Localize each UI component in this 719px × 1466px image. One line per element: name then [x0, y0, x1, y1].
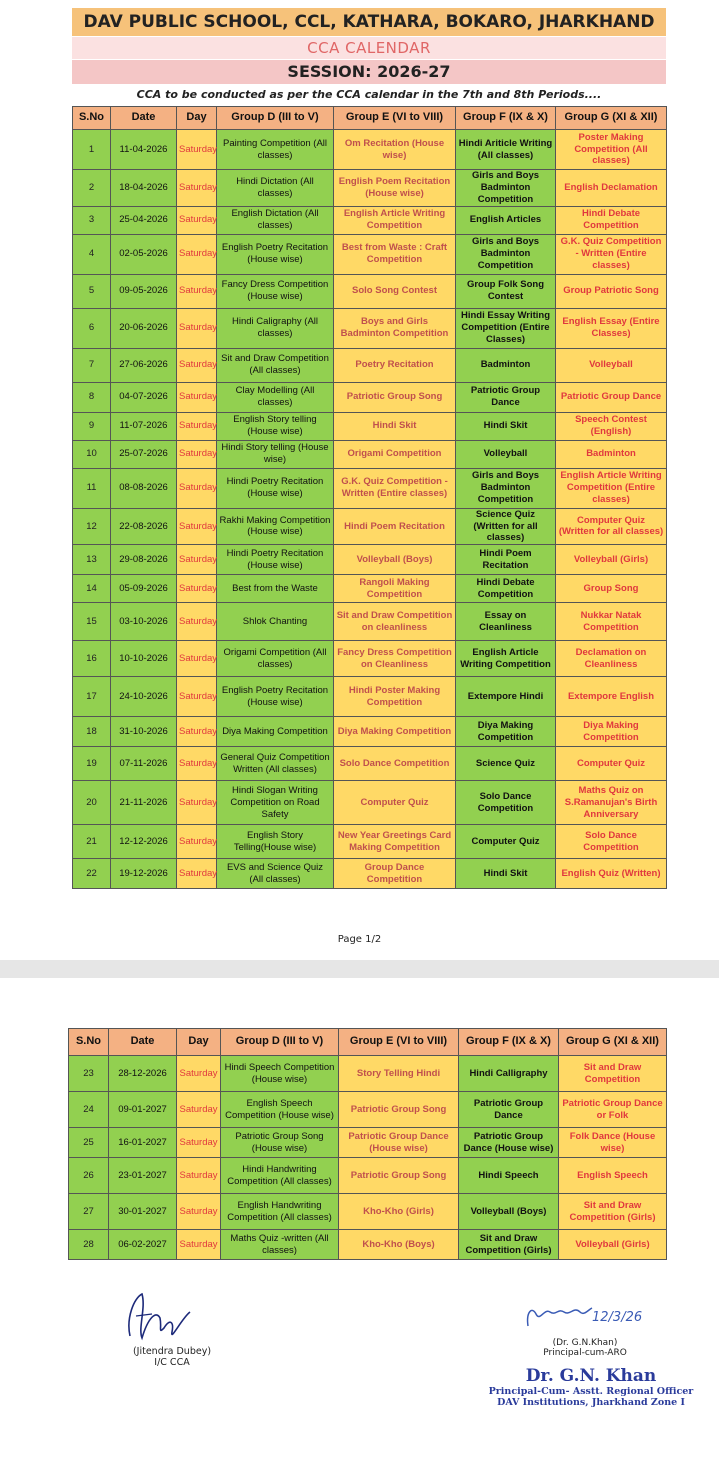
cell-date: 21-11-2026 — [111, 781, 177, 825]
cell-group-g: Poster Making Competition (All classes) — [556, 130, 667, 170]
cell-group-f: Science Quiz (Written for all classes) — [456, 508, 556, 545]
cell-group-d: Best from the Waste — [217, 575, 334, 603]
cell-group-g: Speech Contest (English) — [556, 412, 667, 440]
col-header-sno: S.No — [73, 107, 111, 130]
cell-group-e: Kho-Kho (Girls) — [339, 1194, 459, 1230]
cell-date: 25-07-2026 — [111, 440, 177, 468]
cell-group-g: Badminton — [556, 440, 667, 468]
cell-sno: 16 — [73, 641, 111, 677]
table-row — [73, 641, 667, 677]
cell-sno: 7 — [73, 348, 111, 382]
cell-sno: 18 — [73, 717, 111, 747]
cell-group-f: Patriotic Group Dance (House wise) — [459, 1128, 559, 1158]
cell-day: Saturday — [177, 234, 217, 274]
table-row — [73, 677, 667, 717]
cell-group-f: Volleyball — [456, 440, 556, 468]
cell-group-f: Girls and Boys Badminton Competition — [456, 234, 556, 274]
cell-sno: 9 — [73, 412, 111, 440]
cell-date: 03-10-2026 — [111, 603, 177, 641]
stamp-name: Dr. G.N. Khan — [525, 1366, 657, 1386]
cell-group-g: Declamation on Cleanliness — [556, 641, 667, 677]
table-row — [73, 825, 667, 859]
cell-group-e: Hindi Poem Recitation — [334, 508, 456, 545]
cell-group-e: Patriotic Group Song — [339, 1158, 459, 1194]
cell-group-f: Hindi Debate Competition — [456, 575, 556, 603]
cell-group-f: Hindi Essay Writing Competition (Entire Classes) — [456, 308, 556, 348]
table-header-row — [69, 1029, 667, 1056]
cell-group-d: Sit and Draw Competition (All classes) — [217, 348, 334, 382]
cell-group-d: Shlok Chanting — [217, 603, 334, 641]
col-header-day: Day — [177, 107, 217, 130]
cell-sno: 19 — [73, 747, 111, 781]
cell-day: Saturday — [177, 308, 217, 348]
table-row — [69, 1092, 667, 1128]
cell-sno: 26 — [69, 1158, 109, 1194]
principal-name: (Dr. G.N.Khan) — [552, 1338, 618, 1348]
cell-group-e: Group Dance Competition — [334, 859, 456, 889]
cell-group-d: English Story Telling(House wise) — [217, 825, 334, 859]
cell-group-f: English Article Writing Competition — [456, 641, 556, 677]
cell-day: Saturday — [177, 468, 217, 508]
cell-group-d: Fancy Dress Competition (House wise) — [217, 274, 334, 308]
cell-group-g: Computer Quiz — [556, 747, 667, 781]
cell-date: 09-05-2026 — [111, 274, 177, 308]
cell-group-e: Computer Quiz — [334, 781, 456, 825]
cell-sno: 4 — [73, 234, 111, 274]
session-label: SESSION: 2026-27 — [72, 60, 666, 84]
cell-group-f: Computer Quiz — [456, 825, 556, 859]
table-row — [73, 717, 667, 747]
cell-day: Saturday — [177, 1128, 221, 1158]
table-row — [73, 234, 667, 274]
cell-group-e: Hindi Poster Making Competition — [334, 677, 456, 717]
table-header-row — [73, 107, 667, 130]
cell-group-e: Om Recitation (House wise) — [334, 130, 456, 170]
col-header-group-f: Group F (IX & X) — [456, 107, 556, 130]
cell-day: Saturday — [177, 206, 217, 234]
table-row — [73, 575, 667, 603]
table-row — [73, 308, 667, 348]
table-row — [69, 1158, 667, 1194]
cell-group-e: English Article Writing Competition — [334, 206, 456, 234]
cell-group-f: Diya Making Competition — [456, 717, 556, 747]
principal-stamp — [476, 1366, 706, 1408]
ic-cca-name: (Jitendra Dubey) — [132, 1346, 212, 1357]
cell-group-f: Girls and Boys Badminton Competition — [456, 170, 556, 207]
cell-day: Saturday — [177, 781, 217, 825]
cell-group-d: Maths Quiz -written (All classes) — [221, 1230, 339, 1260]
table-row — [73, 130, 667, 170]
school-title: DAV PUBLIC SCHOOL, CCL, KATHARA, BOKARO, JHARKHAND — [72, 8, 666, 36]
cell-sno: 21 — [73, 825, 111, 859]
table-body-page-1 — [73, 130, 667, 889]
cell-group-d: Hindi Story telling (House wise) — [217, 440, 334, 468]
cell-sno: 8 — [73, 382, 111, 412]
col-header-group-g: Group G (XI & XII) — [556, 107, 667, 130]
cell-group-d: Origami Competition (All classes) — [217, 641, 334, 677]
table-row — [73, 274, 667, 308]
cell-group-e: English Poem Recitation (House wise) — [334, 170, 456, 207]
cell-day: Saturday — [177, 1194, 221, 1230]
cell-group-f: Volleyball (Boys) — [459, 1194, 559, 1230]
cell-group-d: Patriotic Group Song (House wise) — [221, 1128, 339, 1158]
col-header-group-e: Group E (VI to VIII) — [334, 107, 456, 130]
cell-group-g: Sit and Draw Competition (Girls) — [559, 1194, 667, 1230]
cell-day: Saturday — [177, 412, 217, 440]
page-separator — [0, 960, 719, 978]
cell-date: 18-04-2026 — [111, 170, 177, 207]
cell-group-f: Extempore Hindi — [456, 677, 556, 717]
cell-day: Saturday — [177, 677, 217, 717]
cell-group-g: English Quiz (Written) — [556, 859, 667, 889]
col-header-group-g: Group G (XI & XII) — [559, 1029, 667, 1056]
period-note: CCA to be conducted as per the CCA calendar in the 7th and 8th Periods.... — [136, 88, 602, 101]
cell-day: Saturday — [177, 508, 217, 545]
cell-group-g: Group Song — [556, 575, 667, 603]
cell-day: Saturday — [177, 859, 217, 889]
cell-date: 04-07-2026 — [111, 382, 177, 412]
cell-sno: 28 — [69, 1230, 109, 1260]
cell-group-f: Hindi Poem Recitation — [456, 545, 556, 575]
cell-group-d: Painting Competition (All classes) — [217, 130, 334, 170]
cell-group-g: English Article Writing Competition (Entire classes) — [556, 468, 667, 508]
cell-group-e: Poetry Recitation — [334, 348, 456, 382]
cell-group-d: EVS and Science Quiz (All classes) — [217, 859, 334, 889]
cell-group-g: Volleyball (Girls) — [556, 545, 667, 575]
table-row — [73, 440, 667, 468]
cell-sno: 20 — [73, 781, 111, 825]
cell-group-e: New Year Greetings Card Making Competition — [334, 825, 456, 859]
cell-date: 28-12-2026 — [109, 1056, 177, 1092]
cell-group-e: Solo Dance Competition — [334, 747, 456, 781]
principal-role: Principal-cum-ARO — [543, 1348, 627, 1358]
cell-sno: 12 — [73, 508, 111, 545]
cell-date: 07-11-2026 — [111, 747, 177, 781]
cell-group-g: Computer Quiz (Written for all classes) — [556, 508, 667, 545]
cell-sno: 23 — [69, 1056, 109, 1092]
table-row — [73, 348, 667, 382]
cell-group-g: English Speech — [559, 1158, 667, 1194]
cell-group-d: Hindi Slogan Writing Competition on Road Safety — [217, 781, 334, 825]
table-row — [73, 508, 667, 545]
cell-sno: 2 — [73, 170, 111, 207]
cell-group-f: Group Folk Song Contest — [456, 274, 556, 308]
cell-group-f: English Articles — [456, 206, 556, 234]
table-row — [73, 545, 667, 575]
cell-sno: 25 — [69, 1128, 109, 1158]
cell-date: 30-01-2027 — [109, 1194, 177, 1230]
cell-group-g: Hindi Debate Competition — [556, 206, 667, 234]
table-row — [73, 170, 667, 207]
table-row — [73, 382, 667, 412]
cell-group-d: Hindi Caligraphy (All classes) — [217, 308, 334, 348]
cell-group-g: Patriotic Group Dance or Folk — [559, 1092, 667, 1128]
cell-date: 11-07-2026 — [111, 412, 177, 440]
table-row — [73, 747, 667, 781]
cell-sno: 14 — [73, 575, 111, 603]
cell-group-g: Folk Dance (House wise) — [559, 1128, 667, 1158]
cell-date: 29-08-2026 — [111, 545, 177, 575]
cell-group-g: Volleyball — [556, 348, 667, 382]
cell-group-e: G.K. Quiz Competition - Written (Entire classes) — [334, 468, 456, 508]
table-row — [69, 1194, 667, 1230]
cell-group-d: English Poetry Recitation (House wise) — [217, 234, 334, 274]
cell-sno: 15 — [73, 603, 111, 641]
cell-group-e: Volleyball (Boys) — [334, 545, 456, 575]
page-2 — [0, 978, 719, 1466]
cell-group-e: Hindi Skit — [334, 412, 456, 440]
cell-group-d: English Poetry Recitation (House wise) — [217, 677, 334, 717]
col-header-group-e: Group E (VI to VIII) — [339, 1029, 459, 1056]
cell-sno: 24 — [69, 1092, 109, 1128]
cell-group-g: English Declamation — [556, 170, 667, 207]
cell-day: Saturday — [177, 825, 217, 859]
cell-group-f: Hindi Skit — [456, 412, 556, 440]
stamp-institution: DAV Institutions, Jharkhand Zone I — [497, 1397, 685, 1408]
cell-day: Saturday — [177, 1230, 221, 1260]
cell-group-f: Badminton — [456, 348, 556, 382]
col-header-sno: S.No — [69, 1029, 109, 1056]
cell-sno: 5 — [73, 274, 111, 308]
cca-calendar-table-page-1 — [72, 106, 667, 889]
cell-day: Saturday — [177, 382, 217, 412]
cell-date: 31-10-2026 — [111, 717, 177, 747]
col-header-date: Date — [109, 1029, 177, 1056]
cell-day: Saturday — [177, 130, 217, 170]
cell-day: Saturday — [177, 1056, 221, 1092]
cell-date: 12-12-2026 — [111, 825, 177, 859]
cell-date: 10-10-2026 — [111, 641, 177, 677]
cell-sno: 3 — [73, 206, 111, 234]
table-row — [69, 1056, 667, 1092]
cell-day: Saturday — [177, 348, 217, 382]
cell-group-e: Diya Making Competition — [334, 717, 456, 747]
cca-calendar-table-page-2 — [68, 1028, 667, 1260]
cell-sno: 6 — [73, 308, 111, 348]
cell-group-g: Sit and Draw Competition — [559, 1056, 667, 1092]
cell-group-g: Nukkar Natak Competition — [556, 603, 667, 641]
cell-date: 09-01-2027 — [109, 1092, 177, 1128]
cell-group-e: Story Telling Hindi — [339, 1056, 459, 1092]
page-number: Page 1/2 — [337, 934, 382, 945]
cell-group-d: Diya Making Competition — [217, 717, 334, 747]
cell-group-f: Hindi Calligraphy — [459, 1056, 559, 1092]
cell-group-f: Sit and Draw Competition (Girls) — [459, 1230, 559, 1260]
cell-group-f: Girls and Boys Badminton Competition — [456, 468, 556, 508]
cell-group-e: Patriotic Group Dance (House wise) — [339, 1128, 459, 1158]
principal-signature-block — [470, 1298, 700, 1358]
ic-cca-role: I/C CCA — [154, 1357, 190, 1368]
cell-group-d: Hindi Poetry Recitation (House wise) — [217, 545, 334, 575]
cell-group-g: G.K. Quiz Competition - Written (Entire classes) — [556, 234, 667, 274]
cell-group-f: Hindi Ariticle Writing (All classes) — [456, 130, 556, 170]
cell-date: 05-09-2026 — [111, 575, 177, 603]
cell-day: Saturday — [177, 575, 217, 603]
cell-date: 06-02-2027 — [109, 1230, 177, 1260]
col-header-date: Date — [111, 107, 177, 130]
cell-group-e: Kho-Kho (Boys) — [339, 1230, 459, 1260]
col-header-group-f: Group F (IX & X) — [459, 1029, 559, 1056]
cell-group-d: Rakhi Making Competition (House wise) — [217, 508, 334, 545]
cell-date: 08-08-2026 — [111, 468, 177, 508]
cell-group-g: Solo Dance Competition — [556, 825, 667, 859]
cell-group-e: Origami Competition — [334, 440, 456, 468]
cell-date: 22-08-2026 — [111, 508, 177, 545]
cell-day: Saturday — [177, 1158, 221, 1194]
cell-group-e: Boys and Girls Badminton Competition — [334, 308, 456, 348]
table-row — [69, 1230, 667, 1260]
cell-group-f: Solo Dance Competition — [456, 781, 556, 825]
cell-group-f: Hindi Speech — [459, 1158, 559, 1194]
cell-group-f: Essay on Cleanliness — [456, 603, 556, 641]
cell-group-d: English Story telling (House wise) — [217, 412, 334, 440]
cell-group-d: Hindi Speech Competition (House wise) — [221, 1056, 339, 1092]
cell-day: Saturday — [177, 717, 217, 747]
cell-day: Saturday — [177, 603, 217, 641]
cell-group-e: Sit and Draw Competition on cleanliness — [334, 603, 456, 641]
cell-group-g: Group Patriotic Song — [556, 274, 667, 308]
cell-group-f: Patriotic Group Dance — [459, 1092, 559, 1128]
cell-day: Saturday — [177, 1092, 221, 1128]
cell-group-e: Rangoli Making Competition — [334, 575, 456, 603]
cell-group-d: Hindi Poetry Recitation (House wise) — [217, 468, 334, 508]
stamp-designation: Principal-Cum- Asstt. Regional Officer — [488, 1386, 694, 1397]
cell-group-e: Patriotic Group Song — [339, 1092, 459, 1128]
cell-group-d: Clay Modelling (All classes) — [217, 382, 334, 412]
cell-date: 16-01-2027 — [109, 1128, 177, 1158]
cell-group-d: English Dictation (All classes) — [217, 206, 334, 234]
cell-date: 19-12-2026 — [111, 859, 177, 889]
table-row — [73, 603, 667, 641]
ic-cca-signature-block — [112, 1288, 232, 1368]
cell-day: Saturday — [177, 641, 217, 677]
cell-sno: 10 — [73, 440, 111, 468]
cell-day: Saturday — [177, 170, 217, 207]
table-row — [73, 206, 667, 234]
col-header-group-d: Group D (III to V) — [221, 1029, 339, 1056]
cell-group-g: Patriotic Group Dance — [556, 382, 667, 412]
cell-group-g: English Essay (Entire Classes) — [556, 308, 667, 348]
table-row — [73, 859, 667, 889]
table-row — [69, 1128, 667, 1158]
cell-group-d: English Handwriting Competition (All classes) — [221, 1194, 339, 1230]
cell-group-g: Maths Quiz on S.Ramanujan's Birth Anniversary — [556, 781, 667, 825]
cell-day: Saturday — [177, 545, 217, 575]
cell-sno: 11 — [73, 468, 111, 508]
cell-group-d: General Quiz Competition Written (All classes) — [217, 747, 334, 781]
principal-handwritten-signature-icon — [470, 1298, 700, 1334]
cell-day: Saturday — [177, 747, 217, 781]
cell-day: Saturday — [177, 440, 217, 468]
handwritten-date: 12/3/26 — [592, 1310, 643, 1325]
cell-group-f: Science Quiz — [456, 747, 556, 781]
cell-group-d: Hindi Handwriting Competition (All classes) — [221, 1158, 339, 1194]
table-row — [73, 468, 667, 508]
cell-sno: 1 — [73, 130, 111, 170]
cell-group-d: Hindi Dictation (All classes) — [217, 170, 334, 207]
cell-date: 02-05-2026 — [111, 234, 177, 274]
cell-date: 11-04-2026 — [111, 130, 177, 170]
col-header-day: Day — [177, 1029, 221, 1056]
cell-group-g: Volleyball (Girls) — [559, 1230, 667, 1260]
cell-date: 20-06-2026 — [111, 308, 177, 348]
cell-date: 25-04-2026 — [111, 206, 177, 234]
cell-date: 27-06-2026 — [111, 348, 177, 382]
cell-group-g: Diya Making Competition — [556, 717, 667, 747]
cell-sno: 13 — [73, 545, 111, 575]
table-row — [73, 412, 667, 440]
cell-day: Saturday — [177, 274, 217, 308]
cell-date: 23-01-2027 — [109, 1158, 177, 1194]
cell-group-g: Extempore English — [556, 677, 667, 717]
handwritten-signature-icon — [112, 1288, 232, 1344]
calendar-subtitle: CCA CALENDAR — [72, 37, 666, 59]
cell-date: 24-10-2026 — [111, 677, 177, 717]
cell-group-e: Fancy Dress Competition on Cleanliness — [334, 641, 456, 677]
table-body-page-2 — [69, 1056, 667, 1260]
cell-group-e: Best from Waste : Craft Competition — [334, 234, 456, 274]
cell-sno: 17 — [73, 677, 111, 717]
cell-group-f: Patriotic Group Dance — [456, 382, 556, 412]
col-header-group-d: Group D (III to V) — [217, 107, 334, 130]
cell-group-f: Hindi Skit — [456, 859, 556, 889]
cell-sno: 27 — [69, 1194, 109, 1230]
cell-group-d: English Speech Competition (House wise) — [221, 1092, 339, 1128]
cell-group-e: Patriotic Group Song — [334, 382, 456, 412]
cell-group-e: Solo Song Contest — [334, 274, 456, 308]
cell-sno: 22 — [73, 859, 111, 889]
table-row — [73, 781, 667, 825]
